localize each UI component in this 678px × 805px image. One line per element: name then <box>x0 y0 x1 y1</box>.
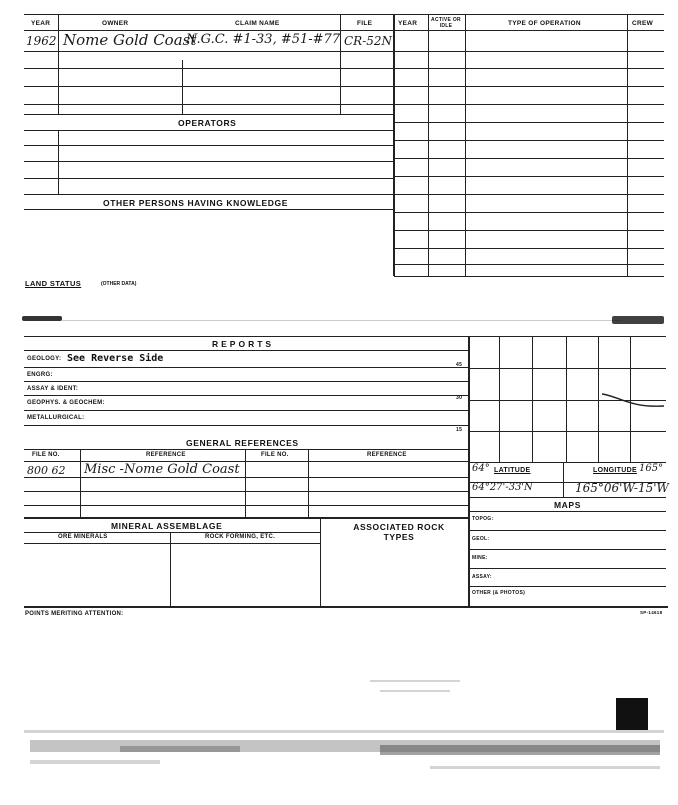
claim-name: N.G.C. #1-33, #51-#77 <box>186 32 341 47</box>
scan-artifact-block <box>616 698 648 730</box>
col-file-no: FILE NO. <box>32 452 60 458</box>
grid-scale-30: 30 <box>456 395 463 401</box>
longitude-label: LONGITUDE <box>593 467 637 474</box>
grid-scale-15: 15 <box>456 427 463 433</box>
maps-geol-label: GEOL: <box>472 536 490 542</box>
col-reference-2: REFERENCE <box>367 452 407 458</box>
rock-forming-label: ROCK FORMING, ETC. <box>205 534 276 540</box>
latitude-prefix: 64° <box>472 463 490 474</box>
ore-minerals-label: ORE MINERALS <box>58 534 108 540</box>
assay-ident-label: ASSAY & IDENT: <box>27 386 79 392</box>
grid-scale-45: 45 <box>456 362 463 368</box>
longitude-prefix: 165° <box>639 463 664 474</box>
geology-label: GEOLOGY: <box>27 356 62 362</box>
year-header-2: YEAR <box>398 20 418 27</box>
mineral-assemblage-heading: MINERAL ASSEMBLAGE <box>111 521 223 531</box>
claim-name-header: CLAIM NAME <box>235 20 280 27</box>
form-number: SP-14618 <box>640 610 663 615</box>
metallurgical-label: METALLURGICAL: <box>27 415 85 421</box>
active-idle-header: ACTIVE OR IDLE <box>431 17 461 29</box>
claim-file: CR-52N <box>344 34 393 48</box>
land-status-heading: LAND STATUS <box>25 279 82 288</box>
crew-header: CREW <box>632 20 654 27</box>
geology-value: See Reverse Side <box>67 353 164 364</box>
operators-heading: OPERATORS <box>178 118 237 128</box>
col-file-no-2: FILE NO. <box>261 452 289 458</box>
maps-mine-label: MINE: <box>472 555 488 561</box>
ref-row1-reference: Misc -Nome Gold Coast <box>84 462 240 477</box>
sketch-stroke <box>600 388 666 412</box>
maps-topog-label: TOPOG: <box>472 516 494 522</box>
points-meriting-attention-label: POINTS MERITING ATTENTION: <box>25 611 124 617</box>
col-reference: REFERENCE <box>146 452 186 458</box>
file-header: FILE <box>357 20 373 27</box>
claim-owner: Nome Gold Coast <box>63 31 197 49</box>
land-status-note: (OTHER DATA) <box>101 281 137 287</box>
maps-assay-label: ASSAY: <box>472 574 492 580</box>
owner-header: OWNER <box>102 20 129 27</box>
engrg-label: ENGRG: <box>27 372 53 378</box>
latitude-value: 64°27'-33'N <box>472 482 533 493</box>
other-persons-heading: OTHER PERSONS HAVING KNOWLEDGE <box>103 198 289 208</box>
ref-row1-file: 800 62 <box>27 464 66 477</box>
latitude-label: LATITUDE <box>494 467 531 474</box>
longitude-value: 165°06'W-15'W <box>575 481 669 495</box>
maps-other-label: OTHER (& PHOTOS) <box>472 590 526 596</box>
type-of-operation-header: TYPE OF OPERATION <box>508 20 581 27</box>
year-header: YEAR <box>31 20 51 27</box>
reports-heading: REPORTS <box>212 339 275 349</box>
geophys-geochem-label: GEOPHYS. & GEOCHEM: <box>27 400 105 406</box>
maps-heading: MAPS <box>554 500 581 510</box>
claim-year: 1962 <box>26 34 57 48</box>
general-references-heading: GENERAL REFERENCES <box>186 438 299 448</box>
associated-rock-types-heading: ASSOCIATED ROCK TYPES <box>353 522 445 542</box>
